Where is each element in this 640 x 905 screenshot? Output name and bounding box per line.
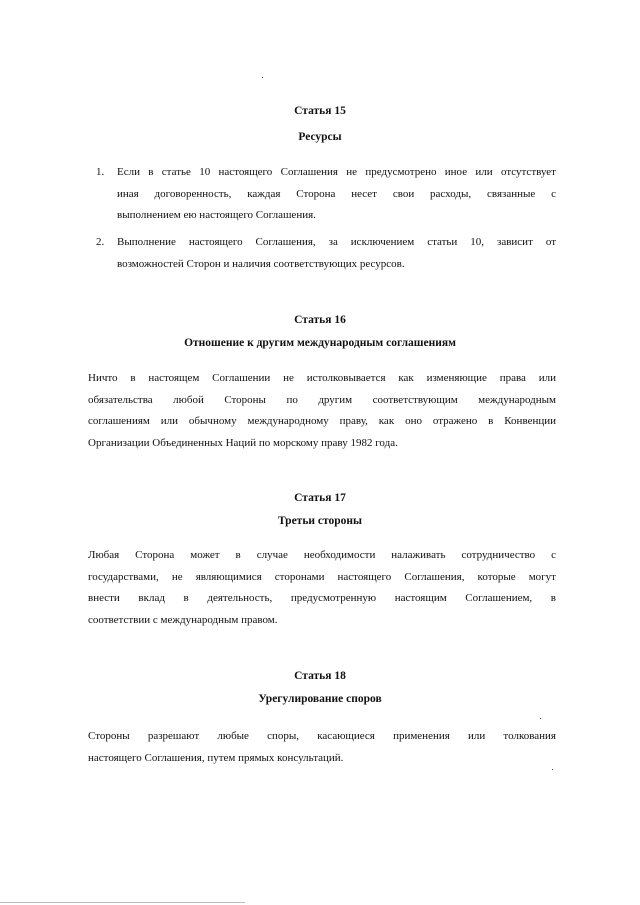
text-line: Организации Объединенных Наций по морскому праву 1982 года. [88,436,398,449]
article-16-title: Отношение к другим международным соглашениям [184,337,456,349]
text-line: выполнением ею настоящего Соглашения. [117,209,316,221]
text-line: Выполнение настоящего Соглашения, за исключением статьи 10, зависит от [117,236,556,248]
scan-speck [540,718,541,719]
article-16-number: Статья 16 [294,314,346,326]
text-line: внести вклад в деятельность, предусмотренную настоящим Соглашением, в [88,592,556,604]
text-line: иная договоренность, каждая Сторона несет свои расходы, связанные с [117,187,556,200]
text-line: Стороны разрешают любые споры, касающиеся применения или толкования [88,730,556,742]
article-17-number: Статья 17 [294,492,346,504]
article-18-paragraph [88,726,556,769]
text-line: соответствии с международным правом. [88,613,278,626]
text-line: государствами, не являющимися сторонами настоящего Соглашения, которые могут [88,570,556,583]
article-18-number: Статья 18 [294,670,346,682]
text-line: обязательства любой Стороны по другим соответствующим международным [88,393,556,406]
article-15-number: Статья 15 [294,105,346,117]
scan-speck [262,77,263,78]
article-18-title: Урегулирование споров [258,693,382,705]
text-line: Ничто в настоящем Соглашении не истолковывается как изменяющие права или [88,372,556,384]
scan-edge-line [0,902,245,903]
article-15-item-1 [96,162,556,227]
article-15-item-2 [96,232,556,276]
item-number: 2. [96,236,105,248]
item-text [117,162,556,227]
item-text [117,232,556,275]
text-line: Любая Сторона может в случае необходимости налаживать сотрудничество с [88,549,556,561]
scan-speck [552,769,553,770]
article-17-paragraph [88,545,556,631]
text-line: соглашениям или обычному международному праву, как оно отражено в Конвенции [88,415,556,427]
article-15-title: Ресурсы [298,131,342,143]
text-line: настоящего Соглашения, путем прямых консультаций. [88,751,344,764]
article-17-title: Третьи стороны [277,515,363,527]
article-16-paragraph [88,368,556,454]
text-line: Если в статье 10 настоящего Соглашения не предусмотрено иное или отсутствует [117,166,556,178]
text-line: возможностей Сторон и наличия соответствующих ресурсов. [117,257,405,270]
item-number: 1. [96,166,105,178]
